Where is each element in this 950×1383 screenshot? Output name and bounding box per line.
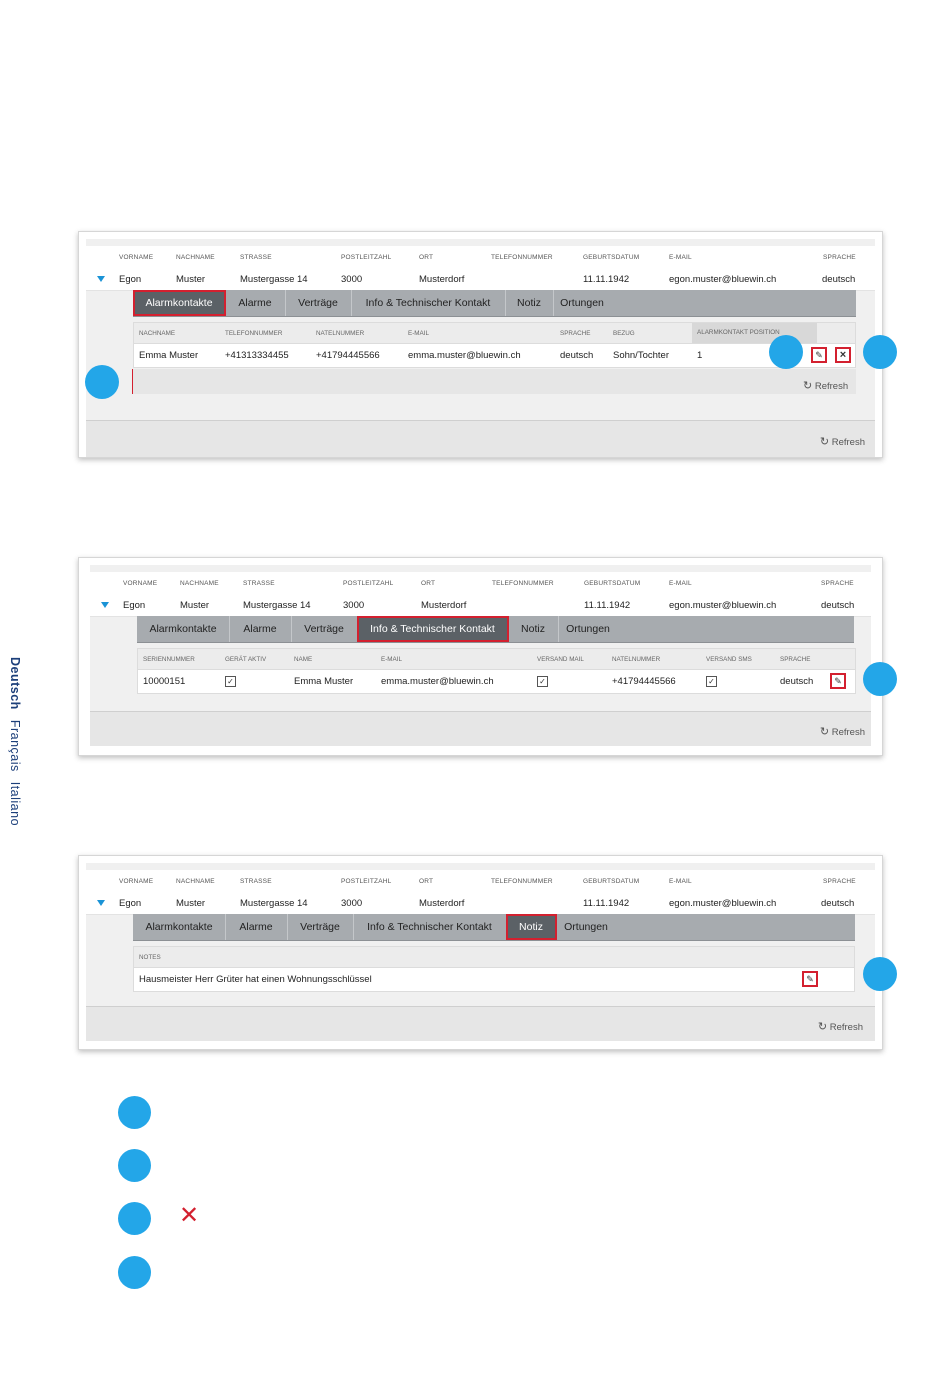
col-strasse: STRASSE: [240, 254, 272, 261]
edit-icon[interactable]: ✎: [830, 673, 846, 689]
tab-vertraege[interactable]: Verträge: [285, 290, 352, 316]
tab-ortungen[interactable]: Ortungen: [564, 921, 608, 933]
refresh-label: Refresh: [829, 1022, 863, 1033]
col-nachname: NACHNAME: [176, 878, 215, 885]
tab-alarme[interactable]: Alarme: [225, 290, 286, 316]
cell-email: egon.muster@bluewin.ch: [669, 274, 777, 285]
cell-email: emma.muster@bluewin.ch: [381, 676, 494, 687]
alarmkontakt-row[interactable]: [134, 344, 855, 366]
legend-marker: [118, 1256, 151, 1289]
inner-refresh-bar: [133, 369, 856, 394]
cell-natel: +41794445566: [612, 676, 676, 687]
customer-panel-info-technischer-kontakt: [78, 557, 883, 756]
hdr-natel: NATELNUMMER: [612, 656, 661, 663]
tab-alarme[interactable]: Alarme: [225, 914, 288, 940]
technischer-kontakt-table: [137, 648, 856, 694]
cell-strasse: Mustergasse 14: [240, 274, 308, 285]
cell-position: 1: [697, 350, 703, 361]
col-geburtsdatum: GEBURTSDATUM: [583, 878, 640, 885]
language-italiano[interactable]: Italiano: [8, 781, 22, 827]
delete-icon[interactable]: ×: [835, 347, 851, 363]
col-geburtsdatum: GEBURTSDATUM: [584, 580, 641, 587]
panel-footer: [90, 711, 871, 746]
tab-vertraege[interactable]: Verträge: [291, 616, 358, 642]
note-text: Hausmeister Herr Grüter hat einen Wohnungsschlüssel: [139, 974, 372, 985]
refresh-label: Refresh: [831, 727, 865, 738]
notes-table: [133, 946, 855, 992]
col-sprache: SPRACHE: [823, 254, 856, 261]
cell-natel: +41794445566: [316, 350, 380, 361]
tab-ortungen[interactable]: Ortungen: [566, 623, 610, 635]
col-telefon: TELEFONNUMMER: [491, 878, 553, 885]
cell-sprache: deutsch: [821, 600, 855, 611]
refresh-icon: ↻: [817, 1021, 828, 1033]
callout-marker: [863, 662, 897, 696]
versand-mail-checkbox[interactable]: ✓: [537, 676, 548, 687]
tab-alarmkontakte[interactable]: Alarmkontakte: [133, 914, 226, 940]
notes-header: [134, 947, 854, 968]
col-strasse: STRASSE: [243, 580, 275, 587]
cell-sprache: deutsch: [560, 350, 594, 361]
legend-marker: [118, 1149, 151, 1182]
hdr-notes: NOTES: [139, 954, 161, 961]
col-email: E-MAIL: [669, 580, 692, 587]
tab-notiz[interactable]: Notiz: [506, 914, 557, 940]
refresh-button[interactable]: [820, 435, 865, 448]
hdr-email: E-MAIL: [408, 330, 429, 337]
cell-sprache: deutsch: [822, 274, 856, 285]
cell-ort: Musterdorf: [421, 600, 467, 611]
language-francais[interactable]: Français: [8, 719, 22, 772]
customer-panel-alarmkontakte: [78, 231, 883, 458]
hdr-bezug: BEZUG: [613, 330, 635, 337]
customer-row[interactable]: [86, 892, 875, 915]
alarmkontakte-table: [133, 322, 856, 368]
detail-tabs: [133, 914, 855, 941]
tab-notiz[interactable]: Notiz: [508, 616, 559, 642]
hdr-position: ALARMKONTAKT POSITION: [692, 323, 817, 343]
hdr-sprache: SPRACHE: [560, 330, 591, 337]
expand-icon[interactable]: [97, 276, 105, 282]
detail-tabs: [137, 616, 854, 643]
tab-vertraege[interactable]: Verträge: [287, 914, 354, 940]
cell-strasse: Mustergasse 14: [243, 600, 311, 611]
refresh-button[interactable]: [818, 1020, 863, 1033]
hdr-seriennummer: SERIENNUMMER: [143, 656, 195, 663]
tab-alarmkontakte[interactable]: Alarmkontakte: [137, 616, 230, 642]
tab-info-technischer-kontakt[interactable]: Info & Technischer Kontakt: [357, 616, 509, 642]
cell-email: egon.muster@bluewin.ch: [669, 898, 777, 909]
callout-marker: [863, 335, 897, 369]
col-ort: ORT: [419, 878, 434, 885]
technischer-kontakt-row[interactable]: [138, 670, 855, 692]
inner-refresh-button[interactable]: [803, 379, 848, 392]
note-row[interactable]: [134, 968, 854, 990]
legend-marker: [118, 1202, 151, 1235]
cell-vorname: Egon: [119, 898, 142, 909]
hdr-nachname: NACHNAME: [139, 330, 176, 337]
hdr-sprache: SPRACHE: [780, 656, 811, 663]
col-plz: POSTLEITZAHL: [341, 878, 392, 885]
customer-table-header: [90, 572, 871, 595]
hdr-geraet-aktiv: GERÄT AKTIV: [225, 656, 267, 663]
col-nachname: NACHNAME: [176, 254, 215, 261]
cell-nachname: Muster: [180, 600, 210, 611]
cell-plz: 3000: [343, 600, 365, 611]
col-ort: ORT: [421, 580, 436, 587]
technischer-kontakt-header: [138, 649, 855, 670]
col-sprache: SPRACHE: [823, 878, 856, 885]
col-email: E-MAIL: [669, 254, 692, 261]
tab-alarmkontakte[interactable]: Alarmkontakte: [133, 290, 226, 316]
refresh-button[interactable]: [820, 725, 865, 738]
tab-info-technischer-kontakt[interactable]: Info & Technischer Kontakt: [353, 914, 507, 940]
expand-icon[interactable]: [101, 602, 109, 608]
col-geburtsdatum: GEBURTSDATUM: [583, 254, 640, 261]
cell-sprache: deutsch: [821, 898, 855, 909]
col-nachname: NACHNAME: [180, 580, 219, 587]
cell-seriennummer: 10000151: [143, 676, 186, 687]
edit-icon[interactable]: ✎: [802, 971, 818, 987]
customer-row[interactable]: [90, 594, 871, 617]
cell-nachname: Muster: [176, 898, 206, 909]
hdr-versand-mail: VERSAND MAIL: [537, 656, 584, 663]
hdr-telefon: TELEFONNUMMER: [225, 330, 283, 337]
language-switcher: [8, 657, 22, 827]
alarmkontakte-header: [134, 323, 855, 344]
cell-ort: Musterdorf: [419, 898, 465, 909]
panel-footer: [86, 1006, 875, 1041]
language-deutsch[interactable]: Deutsch: [8, 657, 22, 710]
legend-marker: [118, 1096, 151, 1129]
refresh-icon: ↻: [803, 380, 813, 392]
callout-marker: [769, 335, 803, 369]
tab-info-technischer-kontakt[interactable]: Info & Technischer Kontakt: [351, 290, 506, 316]
panel-footer: [86, 420, 875, 457]
cell-email: egon.muster@bluewin.ch: [669, 600, 777, 611]
cell-plz: 3000: [341, 274, 363, 285]
cell-name: Emma Muster: [294, 676, 354, 687]
hdr-versand-sms: VERSAND SMS: [706, 656, 752, 663]
col-vorname: VORNAME: [119, 254, 154, 261]
col-ort: ORT: [419, 254, 434, 261]
col-plz: POSTLEITZAHL: [343, 580, 394, 587]
col-telefon: TELEFONNUMMER: [492, 580, 554, 587]
geraet-aktiv-checkbox[interactable]: ✓: [225, 676, 236, 687]
refresh-label: Refresh: [831, 437, 865, 448]
cell-nachname: Emma Muster: [139, 350, 199, 361]
cell-ort: Musterdorf: [419, 274, 465, 285]
cell-email: emma.muster@bluewin.ch: [408, 350, 521, 361]
customer-table-header: [86, 870, 875, 893]
col-email: E-MAIL: [669, 878, 692, 885]
customer-panel-notiz: [78, 855, 883, 1050]
col-plz: POSTLEITZAHL: [341, 254, 392, 261]
hdr-name: NAME: [294, 656, 313, 663]
cell-strasse: Mustergasse 14: [240, 898, 308, 909]
cell-telefon: +41313334455: [225, 350, 289, 361]
cell-vorname: Egon: [123, 600, 146, 611]
col-strasse: STRASSE: [240, 878, 272, 885]
tab-ortungen[interactable]: Ortungen: [560, 297, 604, 309]
cell-sprache: deutsch: [780, 676, 814, 687]
cell-geburtsdatum: 11.11.1942: [583, 898, 630, 909]
expand-icon[interactable]: [97, 900, 105, 906]
col-sprache: SPRACHE: [821, 580, 854, 587]
hdr-natel: NATELNUMMER: [316, 330, 365, 337]
tab-notiz[interactable]: Notiz: [505, 290, 554, 316]
cell-geburtsdatum: 11.11.1942: [583, 274, 630, 285]
col-vorname: VORNAME: [123, 580, 158, 587]
versand-sms-checkbox[interactable]: ✓: [706, 676, 717, 687]
cell-nachname: Muster: [176, 274, 206, 285]
callout-marker: [863, 957, 897, 991]
refresh-label: Refresh: [814, 381, 849, 392]
col-telefon: TELEFONNUMMER: [491, 254, 553, 261]
refresh-icon: ↻: [819, 726, 830, 738]
cell-bezug: Sohn/Tochter: [613, 350, 669, 361]
cell-geburtsdatum: 11.11.1942: [584, 600, 631, 611]
detail-tabs: [133, 290, 856, 317]
cell-plz: 3000: [341, 898, 363, 909]
edit-icon[interactable]: ✎: [811, 347, 827, 363]
delete-legend-icon: ✕: [179, 1202, 200, 1229]
cell-vorname: Egon: [119, 274, 142, 285]
customer-table-header: [86, 246, 875, 269]
col-vorname: VORNAME: [119, 878, 154, 885]
customer-row[interactable]: [86, 268, 875, 291]
hdr-email: E-MAIL: [381, 656, 402, 663]
tab-alarme[interactable]: Alarme: [229, 616, 292, 642]
refresh-icon: ↻: [819, 436, 830, 448]
callout-marker: [85, 365, 119, 399]
